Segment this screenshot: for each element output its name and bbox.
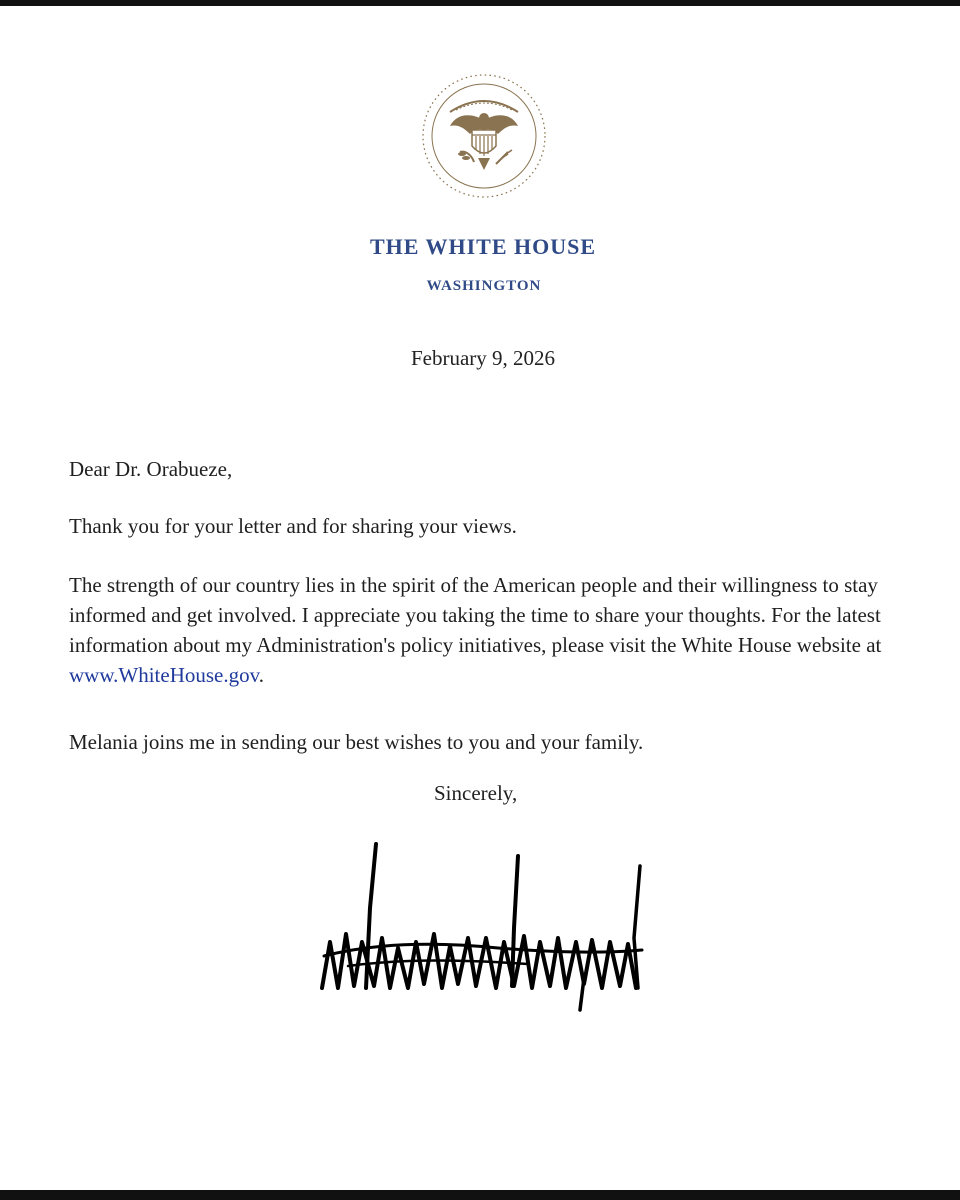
paragraph-3: Melania joins me in sending our best wishes to you and your family.	[69, 730, 644, 754]
presidential-seal-icon	[420, 72, 548, 200]
letterhead-title: THE WHITE HOUSE	[369, 234, 597, 259]
salutation: Dear Dr. Orabueze,	[69, 457, 233, 481]
handwritten-signature	[318, 838, 650, 1014]
paragraph-2-text: The strength of our country lies in the spirit of the American people and their willingness to stay informed and get involved. I appreciate you taking the time to share your thoughts. For the latest information about my Administration's policy initiatives, please visit the White House website at	[69, 573, 882, 657]
top-border	[0, 0, 960, 6]
bottom-border	[0, 1190, 960, 1200]
letter-date: February 9, 2026	[410, 346, 556, 370]
letterhead-city: WASHINGTON	[426, 278, 542, 294]
paragraph-2-end: .	[258, 663, 264, 687]
whitehouse-link[interactable]: www.WhiteHouse.gov	[69, 663, 259, 687]
paragraph-2	[69, 570, 909, 690]
paragraph-1: Thank you for your letter and for sharing your views.	[69, 514, 517, 538]
closing: Sincerely,	[434, 781, 518, 805]
